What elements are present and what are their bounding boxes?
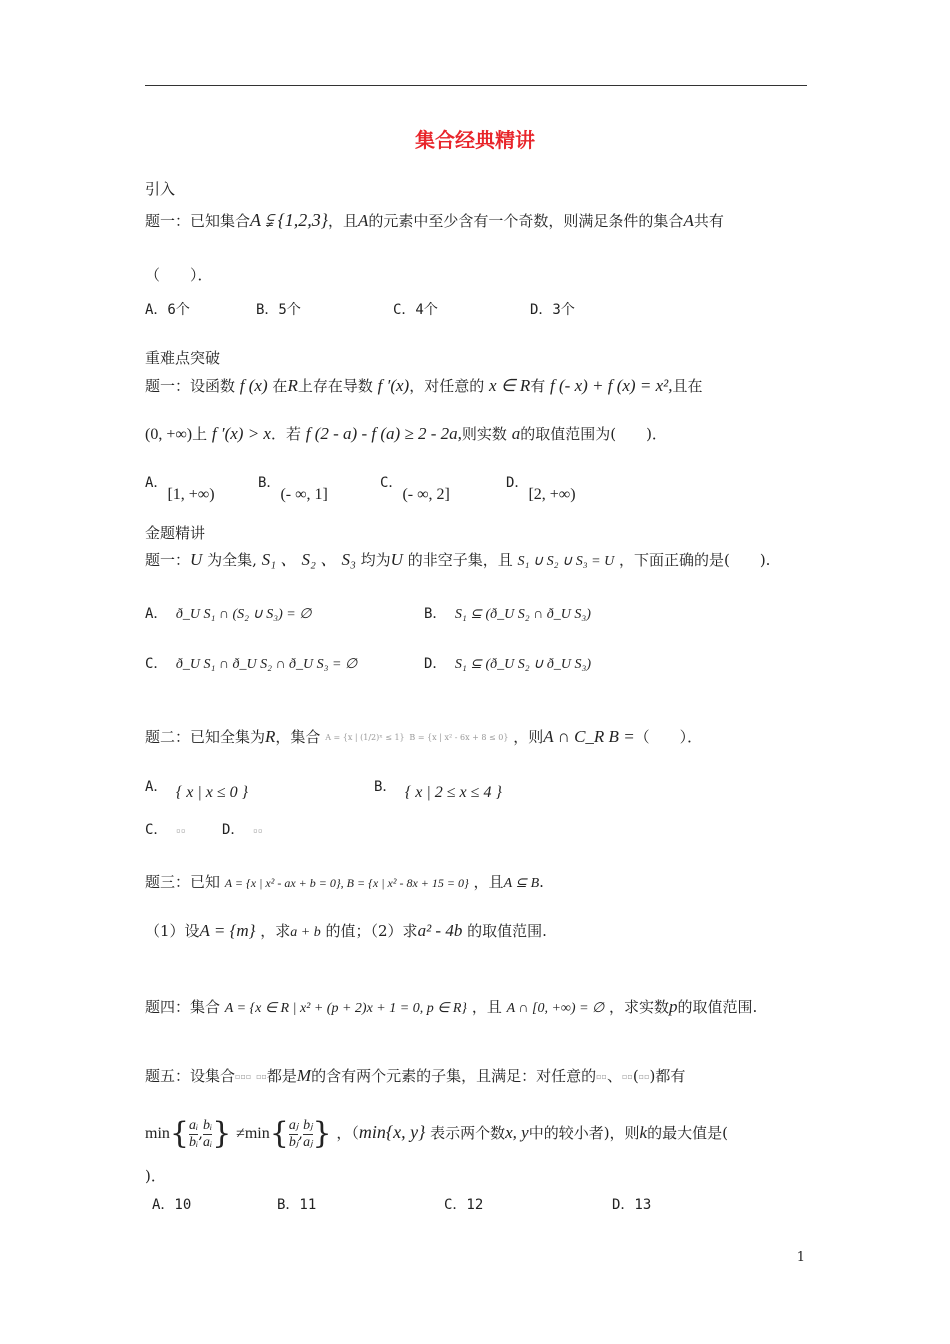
gold-q2-option-c: C． ▫▫ [145, 822, 186, 838]
hard-option-a: A．[1, +∞) [145, 475, 215, 503]
gold-q5-line2: min{ $\frac{\text{aᵢ}}{\text{bᵢ}}$ , $\frac{\text{bᵢ}}{\text{aᵢ}}$ } ≠min{ $\frac{\text{aⱼ}}{\text{bⱼ}}$ , $\frac{\text{bⱼ}}{\text{aⱼ}}$ } ，（min{x, y} 表示两个数x, y中的较小者)，则k的最大值是( [145, 1116, 728, 1151]
section-gold-heading: 金题精讲 [145, 524, 206, 542]
gold-q1: 题一：U 为全集, S₁ 、 S₂ 、 S₃ 均为U 的非空子集，且 S₁ ∪ S₂ ∪ S₃ = U ，下面正确的是( ). [145, 550, 771, 569]
intro-option-d: D．3个 [530, 302, 575, 318]
hard-q1-line2: (0, +∞)上 f ′(x) > x．若 f (2 - a) - f (a) ≥ 2 - 2a,则实数 a的取值范围为( )． [145, 424, 667, 443]
gold-q5-option-c: C．12 [444, 1197, 484, 1213]
gold-q5-close: )． [145, 1167, 166, 1185]
intro-option-a: A．6个 [145, 302, 190, 318]
intro-option-b: B．5个 [256, 302, 301, 318]
gold-q1-option-c: C． ð_U S₁ ∩ ð_U S₂ ∩ ð_U S₃ = ∅ [145, 656, 358, 672]
gold-q2-option-a: A． { x | x ≤ 0 } [145, 779, 249, 801]
gold-q5-option-a: A．10 [152, 1197, 192, 1213]
q1-set-expr: A ⫋ {1,2,3} [250, 210, 329, 230]
subset-j-figure: ▫▫ [621, 1072, 633, 1081]
hard-q1-line1: 题一：设函数 f (x) 在R上存在导数 f ′(x)，对任意的 x ∈ R有 f (- x) + f (x) = x²,且在 [145, 376, 703, 395]
gold-q1-option-d: D． S₁ ⊆ (ð_U S₂ ∪ ð_U S₃) [424, 656, 591, 672]
section-hard-heading: 重难点突破 [145, 349, 221, 367]
gold-q2: 题二：已知全集为R，集合 A = {x | (1/2)ˣ ≤ 1} B = {x | x² - 6x + 8 ≤ 0} ，则A ∩ C_R B =（ ）． [145, 727, 703, 746]
hard-option-d: D．[2, +∞) [506, 475, 576, 503]
index-condition-figure: ▫▫ [638, 1072, 650, 1081]
gold-q3-parts: （1）设A = {m} ，求a + b 的值；（2）求a² - 4b 的取值范围. [145, 921, 547, 940]
page-number: 1 [796, 1250, 805, 1265]
intro-option-c: C．4个 [393, 302, 438, 318]
header-rule [145, 85, 807, 86]
section-intro-heading: 引入 [145, 180, 176, 198]
gold-q5-line1: 题五：设集合▫▫▫ ▫▫都是M的含有两个元素的子集，且满足：对任意的▫▫、▫▫(▫▫)都有 [145, 1066, 686, 1085]
gold-q2-option-b: B． { x | 2 ≤ x ≤ 4 } [374, 779, 502, 801]
hard-option-b: B．(- ∞, 1] [258, 475, 328, 503]
gold-q1-option-b: B． S₁ ⊆ (ð_U S₂ ∩ ð_U S₃) [424, 606, 591, 622]
set-b-figure: B = {x | x² - 6x + 8 ≤ 0} [409, 733, 509, 742]
gold-q5-option-b: B．11 [277, 1197, 317, 1213]
option-d-figure: ▫▫ [252, 825, 263, 835]
intro-q1-paren: （ ）． [145, 266, 213, 284]
set-m-figure: ▫▫▫ [235, 1072, 252, 1081]
set-a-figure: A = {x | (1/2)ˣ ≤ 1} [325, 733, 405, 742]
page-title: 集合经典精讲 [415, 128, 535, 152]
intro-q1: 题一：已知集合A ⫋ {1,2,3}，且A的元素中至少含有一个奇数，则满足条件的集合A共有 [145, 210, 724, 230]
gold-q1-option-a: A． ð_U S₁ ∩ (S₂ ∪ S₃) = ∅ [145, 606, 312, 622]
subset-i-figure: ▫▫ [596, 1072, 607, 1081]
hard-option-c: C．(- ∞, 2] [380, 475, 450, 503]
gold-q5-option-d: D．13 [612, 1197, 652, 1213]
gold-q3: 题三：已知 A = {x | x² - ax + b = 0}, B = {x | x² - 8x + 15 = 0} ，且A ⊆ B. [145, 873, 544, 891]
subsets-figure: ▫▫ [256, 1072, 267, 1081]
option-c-figure: ▫▫ [175, 825, 186, 835]
gold-q2-option-d: D． ▫▫ [222, 822, 263, 838]
gold-q4: 题四：集合 A = {x ∈ R | x² + (p + 2)x + 1 = 0, p ∈ R} ，且 A ∩ [0, +∞) = ∅ ，求实数p的取值范围. [145, 997, 758, 1016]
